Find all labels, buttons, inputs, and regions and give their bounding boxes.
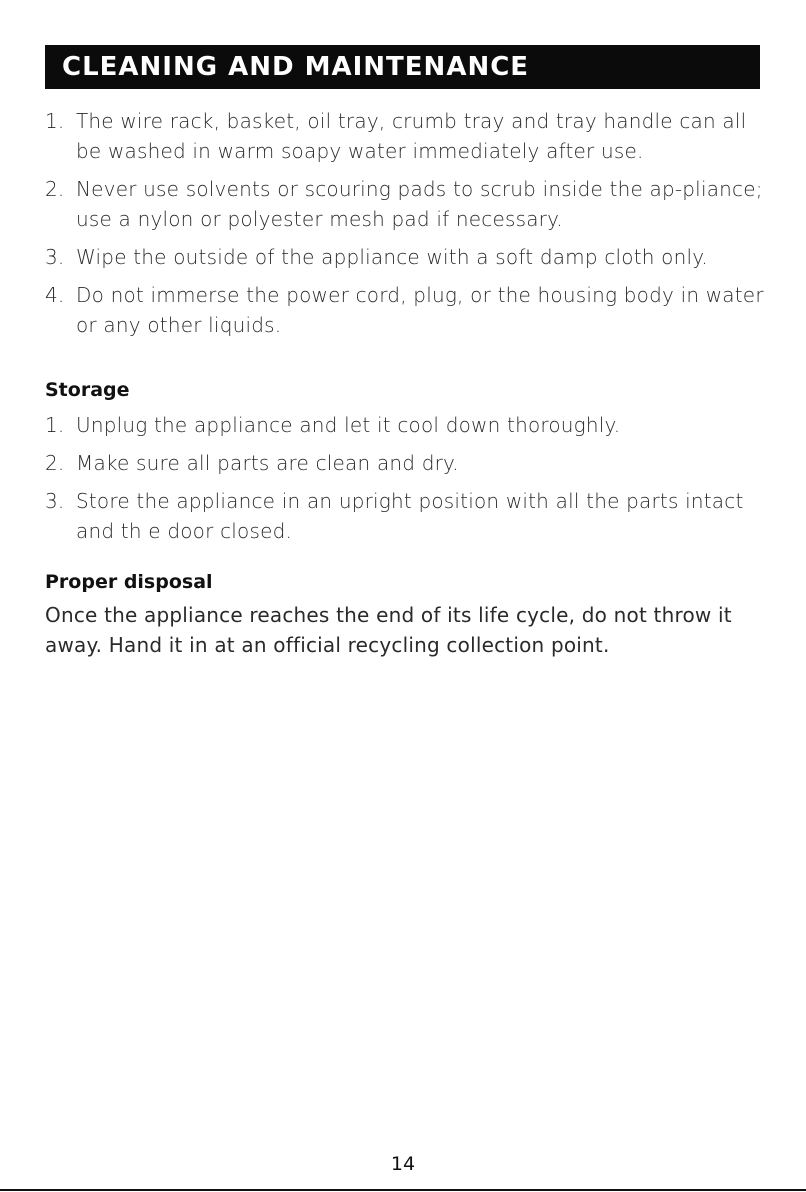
page-number: 14: [390, 1153, 416, 1175]
item-number: 1.: [45, 109, 65, 133]
section-header-bar: [45, 45, 760, 89]
item-text: Wipe the outside of the appliance with a soft damp cloth only.: [76, 245, 708, 269]
item-number: 3.: [45, 245, 65, 269]
storage-item: [45, 486, 775, 546]
storage-item: [45, 448, 775, 478]
disposal-paragraph: Once the appliance reaches the end of its life cycle, do not throw it away. Hand it in at an official recycling collection point.: [45, 603, 732, 657]
section-title: CLEANING AND MAINTENANCE: [62, 52, 530, 82]
storage-item: [45, 410, 775, 440]
storage-heading: Storage: [45, 379, 130, 401]
cleaning-item: [45, 242, 775, 272]
cleaning-item: [45, 174, 775, 234]
item-text: Do not immerse the power cord, plug, or the housing body in water or any other liquids.: [76, 283, 764, 337]
item-text: The wire rack, basket, oil tray, crumb tray and tray handle can all be washed in warm soapy water immediately after use.: [76, 109, 747, 163]
item-number: 1.: [45, 413, 65, 437]
item-number: 3.: [45, 489, 65, 513]
item-number: 2.: [45, 451, 65, 475]
item-number: 2.: [45, 177, 65, 201]
cleaning-item: [45, 106, 775, 166]
storage-instructions-list: [45, 410, 775, 554]
item-text: Make sure all parts are clean and dry.: [76, 451, 459, 475]
cleaning-instructions-list: [45, 106, 775, 348]
disposal-heading: Proper disposal: [45, 571, 213, 593]
item-text: Store the appliance in an upright position with all the parts intact and th e door closed.: [76, 489, 744, 543]
item-number: 4.: [45, 283, 65, 307]
item-text: Unplug the appliance and let it cool down thoroughly.: [76, 413, 621, 437]
cleaning-item: [45, 280, 775, 340]
bottom-divider: [0, 1189, 806, 1191]
item-text: Never use solvents or scouring pads to scrub inside the ap-pliance; use a nylon or polyester mesh pad if necessary.: [76, 177, 763, 231]
